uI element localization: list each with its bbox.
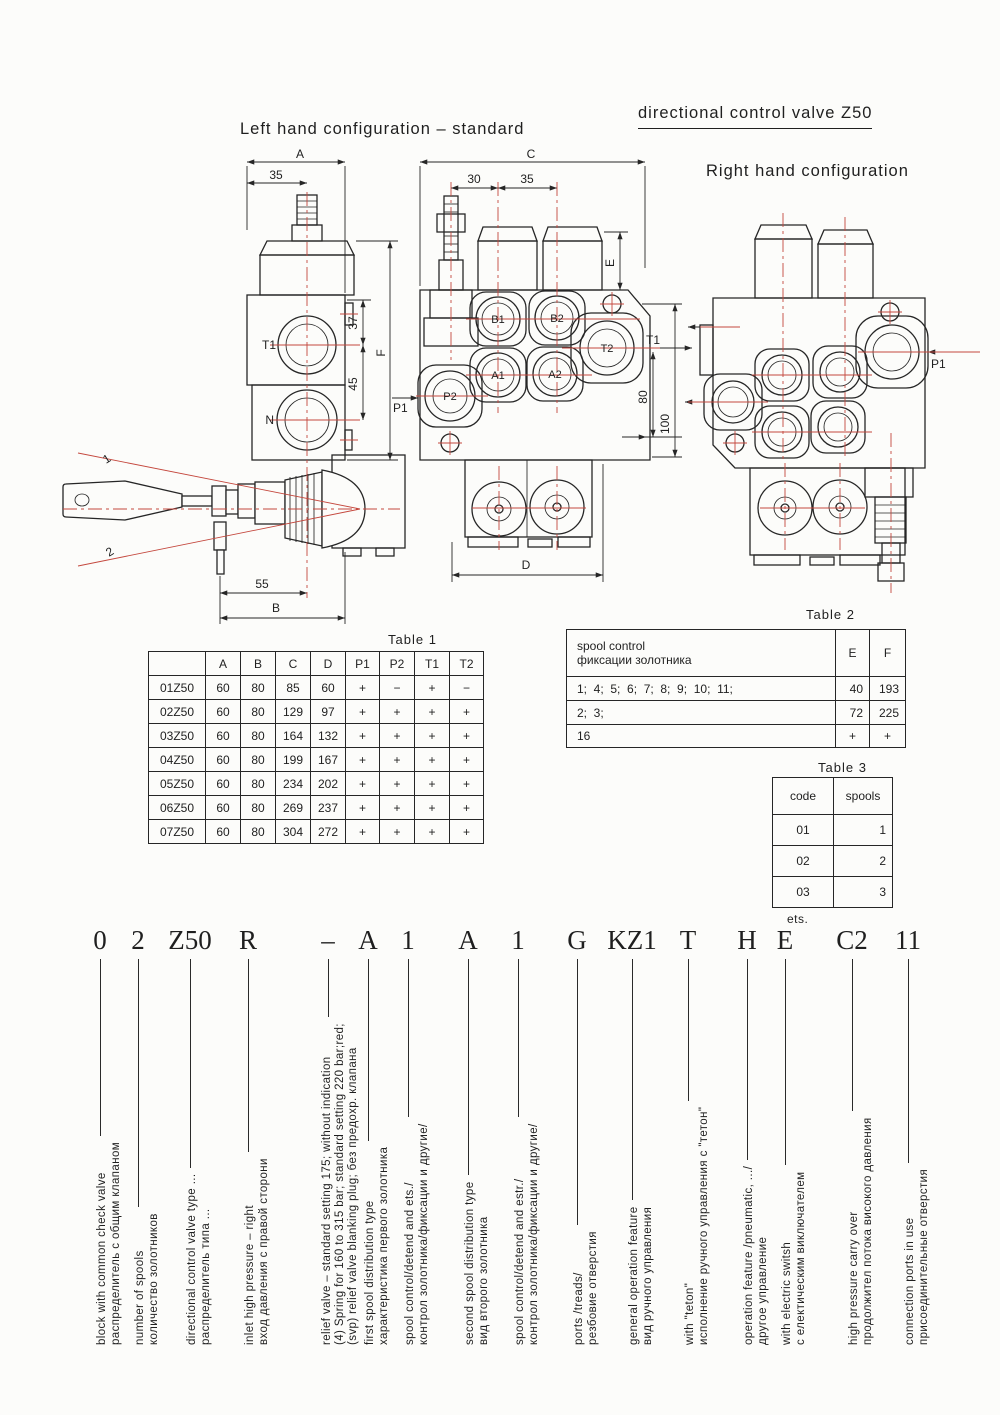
- part-code-connector: [248, 959, 249, 1152]
- table1-header: D: [311, 652, 346, 676]
- cell: 40: [836, 677, 870, 701]
- table1-header: B: [241, 652, 276, 676]
- part-code-connector: [328, 959, 329, 1017]
- part-code-value: E: [776, 925, 794, 955]
- label-line: вид второго золотника: [477, 1216, 490, 1345]
- part-code-connector: [785, 959, 786, 1165]
- lever-pos-1-label: 1: [100, 451, 114, 467]
- part-code-value: –: [321, 925, 335, 955]
- cell: 07Z50: [149, 820, 206, 844]
- cell: +: [380, 724, 415, 748]
- dim-c-label: C: [526, 147, 536, 161]
- cell: 06Z50: [149, 796, 206, 820]
- cell: 193: [870, 677, 906, 701]
- cell: 60: [206, 724, 241, 748]
- label-line: ports /treads/: [573, 1272, 585, 1345]
- part-code-label: [848, 1117, 875, 1345]
- table1-title: Table 1: [388, 632, 437, 647]
- part-code-label: [96, 1142, 123, 1345]
- part-code-connector: [518, 959, 519, 1117]
- part-code-value: Z50: [168, 925, 212, 955]
- cell: +: [346, 724, 380, 748]
- cell: +: [380, 772, 415, 796]
- cell: +: [450, 772, 484, 796]
- table-row: [567, 725, 906, 748]
- label-line: контрол золотника/фиксации и другие/: [527, 1123, 540, 1345]
- front-valve-body: [418, 196, 650, 547]
- label-line: количество золотников: [147, 1213, 160, 1345]
- right-centerlines: [688, 213, 980, 593]
- label-line: присоединительные отверстия: [917, 1168, 930, 1345]
- cell: +: [415, 748, 450, 772]
- cell: +: [450, 820, 484, 844]
- cell: 225: [870, 701, 906, 725]
- table-row: [149, 748, 484, 772]
- table1: [148, 651, 484, 844]
- label-line: (svp) relief valve blanking plug; без предохр. клапана: [347, 1047, 359, 1345]
- part-code-connector: [577, 959, 578, 1225]
- label-line: directional control valve type ...: [186, 1173, 198, 1345]
- cell: 03: [773, 877, 834, 908]
- table-row: [149, 796, 484, 820]
- cell: +: [870, 725, 906, 748]
- table-row: [149, 724, 484, 748]
- dim-80-label: 80: [636, 390, 650, 404]
- port-p1-callout: P1: [931, 357, 946, 371]
- part-code-value: A: [458, 925, 478, 955]
- cell: −: [380, 676, 415, 700]
- dim-35-label: 35: [269, 168, 283, 182]
- part-code-value: C2: [836, 925, 868, 955]
- cell: −: [450, 676, 484, 700]
- cell: +: [415, 772, 450, 796]
- dim-100-label: 100: [658, 413, 672, 435]
- cell: 72: [836, 701, 870, 725]
- part-code-value: 1: [511, 925, 525, 955]
- left-config-title: Left hand configuration – standard: [240, 120, 525, 138]
- right-config-title: Right hand configuration: [706, 162, 909, 180]
- cell: +: [380, 748, 415, 772]
- cell: +: [346, 676, 380, 700]
- part-code-value: 0: [93, 925, 107, 955]
- right-view-drawing: [680, 205, 1000, 637]
- table3-title: Table 3: [818, 760, 867, 775]
- label-line: inlet high pressure – right: [244, 1205, 256, 1345]
- label-line: spool control/detend and estr./: [514, 1178, 526, 1345]
- cell: +: [346, 748, 380, 772]
- part-code-label: [781, 1172, 808, 1346]
- cell: +: [450, 700, 484, 724]
- port-a1-label: A1: [491, 370, 505, 382]
- part-code-connector: [852, 959, 853, 1111]
- part-code-connector: [368, 959, 369, 1141]
- table-row: [149, 820, 484, 844]
- part-code-connector: [688, 959, 689, 1101]
- label-line: first spool distribution type: [364, 1200, 376, 1345]
- label-line: другое управление: [756, 1236, 769, 1345]
- cell: 60: [206, 748, 241, 772]
- cell: +: [346, 796, 380, 820]
- front-centerlines: [416, 182, 660, 550]
- part-code-label: [404, 1123, 431, 1345]
- cell: 60: [206, 820, 241, 844]
- part-code-connector: [468, 959, 469, 1175]
- port-t2-label: T2: [600, 343, 614, 355]
- cell: 1; 4; 5; 6; 7; 8; 9; 10; 11;: [567, 677, 836, 701]
- cell: 60: [311, 676, 346, 700]
- dim-f-label: F: [374, 349, 388, 357]
- dim-35-label: 35: [520, 172, 534, 186]
- dim-d-label: D: [521, 558, 531, 572]
- part-code-label: [904, 1169, 931, 1345]
- cell: 04Z50: [149, 748, 206, 772]
- label-line: с електическим виключателем: [794, 1171, 807, 1345]
- part-code-value: R: [238, 925, 258, 955]
- label-line: резбовие отверстия: [586, 1231, 599, 1345]
- part-code-label: [464, 1181, 491, 1345]
- cell: 01Z50: [149, 676, 206, 700]
- cell: +: [450, 724, 484, 748]
- table2-header-e: E: [836, 630, 870, 677]
- label-line: характеристика первого золотника: [377, 1146, 390, 1345]
- cell: +: [836, 725, 870, 748]
- table1-header: T2: [450, 652, 484, 676]
- table1-header: C: [276, 652, 311, 676]
- dim-30-label: 30: [467, 172, 481, 186]
- cell: 234: [276, 772, 311, 796]
- port-b1-label: B1: [491, 314, 505, 326]
- part-code-label: [628, 1206, 655, 1345]
- cell: 60: [206, 676, 241, 700]
- part-code-connector: [908, 959, 909, 1163]
- table-row: [567, 677, 906, 701]
- part-code-label: [321, 1023, 360, 1345]
- cell: 02Z50: [149, 700, 206, 724]
- dim-37-label: 37: [346, 316, 360, 330]
- cell: 3: [834, 877, 893, 908]
- lever-handle: [63, 481, 182, 520]
- label-line: вид ручного управления: [641, 1206, 654, 1345]
- cell: +: [450, 796, 484, 820]
- part-code-value: 1: [401, 925, 415, 955]
- cell: 164: [276, 724, 311, 748]
- cell: 02: [773, 846, 834, 877]
- label-line: вход давления с правой сторони: [257, 1158, 270, 1345]
- cell: 132: [311, 724, 346, 748]
- table3-note: ets.: [787, 912, 809, 926]
- label-line: relief valve – standard setting 175; without indication: [321, 1056, 333, 1345]
- label-line: контрол золотника/фиксации и другие/: [417, 1123, 430, 1345]
- label-line: (4) Spring for 160 to 315 bar; standard setting 220 bar;red;: [334, 1023, 346, 1345]
- cell: 80: [241, 772, 276, 796]
- cell: +: [380, 796, 415, 820]
- label-line: spool control/detend and ets./: [404, 1182, 416, 1345]
- port-a2-label: A2: [548, 369, 562, 381]
- cell: 167: [311, 748, 346, 772]
- label-line: number of spools: [134, 1250, 146, 1345]
- part-code-value: 11: [895, 925, 921, 955]
- table1-header: A: [206, 652, 241, 676]
- dim-45-label: 45: [346, 377, 360, 391]
- cell: 129: [276, 700, 311, 724]
- cell: +: [346, 772, 380, 796]
- cell: +: [415, 676, 450, 700]
- cell: 60: [206, 796, 241, 820]
- table2-header-ru: фиксации золотника: [577, 653, 692, 667]
- port-p1-callout: P1: [393, 401, 408, 415]
- dim-b-label: B: [271, 601, 281, 615]
- port-b2-label: B2: [550, 313, 564, 325]
- cell: 237: [311, 796, 346, 820]
- label-line: block with common check valve: [96, 1172, 108, 1345]
- cell: 80: [241, 748, 276, 772]
- label-line: распределитель с общим клапаном: [109, 1141, 122, 1345]
- part-code-value: T: [679, 925, 697, 955]
- table3-header: code: [773, 778, 834, 815]
- table3: [772, 777, 893, 908]
- table1-header: P1: [346, 652, 380, 676]
- dim-e-label: E: [603, 258, 617, 268]
- table2: [566, 629, 906, 748]
- part-code-label: [186, 1174, 213, 1345]
- table1-header: [149, 652, 206, 676]
- cell: 80: [241, 820, 276, 844]
- part-code-label: [743, 1166, 770, 1345]
- table-row: [567, 701, 906, 725]
- part-code-value: 2: [131, 925, 145, 955]
- label-line: high pressure carry over: [848, 1211, 860, 1345]
- cell: 304: [276, 820, 311, 844]
- cell: +: [346, 700, 380, 724]
- label-line: продолжител потока високого давления: [861, 1117, 874, 1345]
- table-row: [773, 846, 893, 877]
- left-dimensions: [220, 162, 398, 624]
- cell: 80: [241, 700, 276, 724]
- part-code-label: [134, 1213, 161, 1345]
- part-code-value: H: [737, 925, 757, 955]
- table1-header: P2: [380, 652, 415, 676]
- label-line: распределитель типа ...: [199, 1208, 212, 1345]
- label-line: general operation feature: [628, 1206, 640, 1345]
- cell: 1: [834, 815, 893, 846]
- cell: 269: [276, 796, 311, 820]
- part-code-label: [514, 1123, 541, 1345]
- table2-header-f: F: [870, 630, 906, 677]
- table2-header-en: spool control: [577, 639, 646, 653]
- cell: 05Z50: [149, 772, 206, 796]
- front-view-drawing: [390, 148, 702, 634]
- port-t1-label: T1: [261, 338, 276, 352]
- label-line: исполнение ручного управления с "тетон": [697, 1106, 710, 1345]
- right-valve-body: [700, 225, 928, 581]
- part-code-connector: [632, 959, 633, 1200]
- cell: 97: [311, 700, 346, 724]
- label-line: connection ports in use: [904, 1217, 916, 1345]
- label-line: operation feature /pneumatic, .../: [743, 1165, 755, 1345]
- part-code-value: A: [358, 925, 378, 955]
- part-code-label: [684, 1107, 711, 1345]
- label-line: second spool distribution type: [464, 1181, 476, 1345]
- cell: 85: [276, 676, 311, 700]
- cell: 199: [276, 748, 311, 772]
- cell: 60: [206, 772, 241, 796]
- cell: 2; 3;: [567, 701, 836, 725]
- sheet-title: directional control valve Z50: [638, 104, 872, 129]
- table-row: [149, 772, 484, 796]
- part-code-value: KZ1: [607, 925, 657, 955]
- table2-title: Table 2: [806, 607, 855, 622]
- part-code-label: [573, 1231, 600, 1345]
- dim-55-label: 55: [255, 577, 269, 591]
- cell: +: [450, 748, 484, 772]
- label-line: with electric switsh: [781, 1241, 793, 1345]
- part-code-connector: [100, 959, 101, 1136]
- dim-a-label: A: [295, 147, 305, 161]
- cell: 80: [241, 676, 276, 700]
- lever-pos-2-label: 2: [103, 544, 117, 560]
- cell: 272: [311, 820, 346, 844]
- cell: 16: [567, 725, 836, 748]
- table1-header: T1: [415, 652, 450, 676]
- part-code-connector: [747, 959, 748, 1160]
- cell: +: [380, 820, 415, 844]
- port-p2-label: P2: [443, 391, 457, 403]
- part-code-label: [244, 1158, 271, 1345]
- cell: +: [415, 700, 450, 724]
- part-code-value: G: [567, 925, 587, 955]
- table-row: [149, 700, 484, 724]
- part-code-label: [364, 1147, 391, 1345]
- left-view-drawing: [60, 148, 406, 634]
- cell: +: [380, 700, 415, 724]
- cell: +: [415, 820, 450, 844]
- cell: 80: [241, 724, 276, 748]
- port-t1-callout: T1: [646, 333, 661, 347]
- table-row: [773, 815, 893, 846]
- cell: 60: [206, 700, 241, 724]
- table-row: [773, 877, 893, 908]
- cell: 03Z50: [149, 724, 206, 748]
- port-n-label: N: [265, 413, 274, 427]
- cell: 80: [241, 796, 276, 820]
- cell: +: [346, 820, 380, 844]
- part-code-connector: [190, 959, 191, 1168]
- table3-header: spools: [834, 778, 893, 815]
- label-line: with "teton": [684, 1282, 696, 1345]
- cell: +: [415, 796, 450, 820]
- table2-header-label: [567, 630, 836, 677]
- cell: 2: [834, 846, 893, 877]
- cell: 01: [773, 815, 834, 846]
- cell: +: [415, 724, 450, 748]
- cell: 202: [311, 772, 346, 796]
- part-code-connector: [138, 959, 139, 1207]
- table-row: [149, 676, 484, 700]
- part-code-connector: [408, 959, 409, 1117]
